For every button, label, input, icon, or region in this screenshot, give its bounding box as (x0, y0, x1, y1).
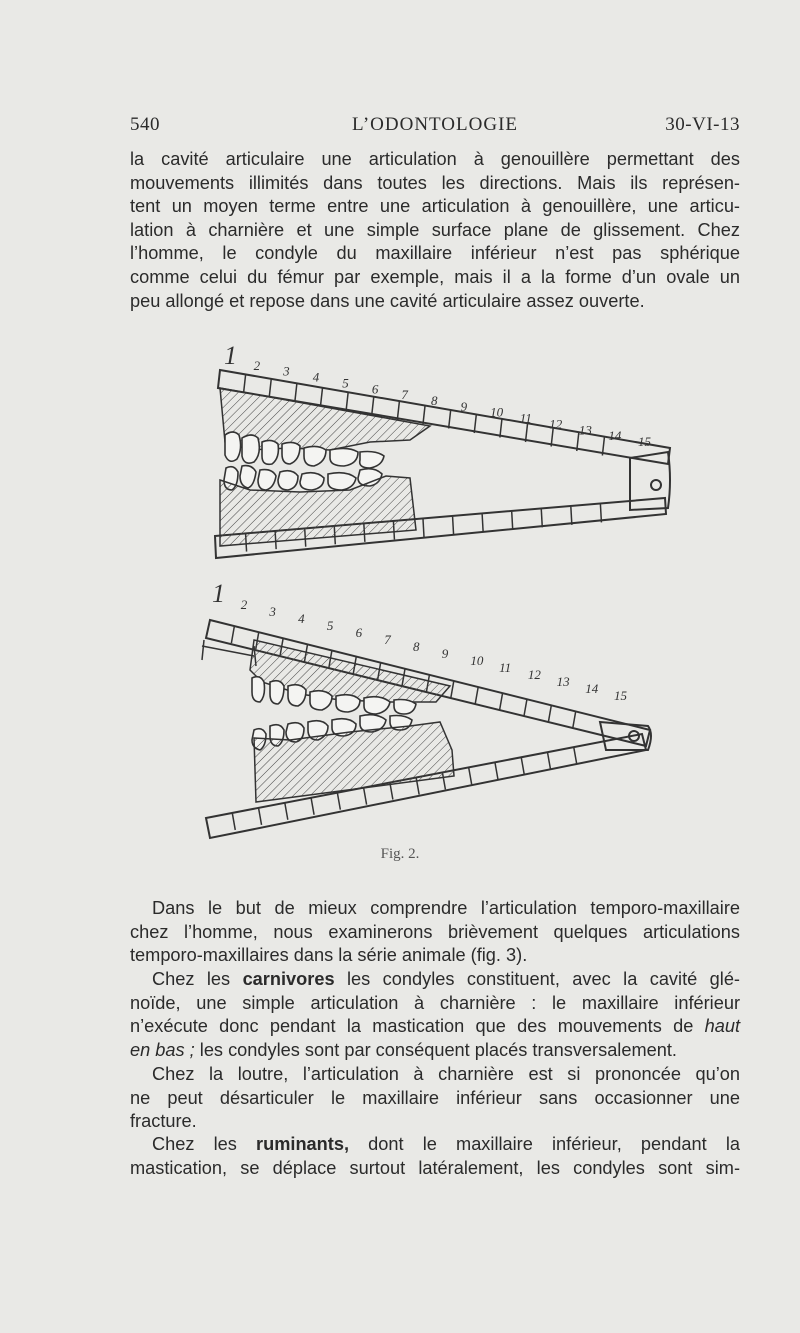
scale-label: 10 (490, 404, 504, 420)
ruler-tick (285, 803, 288, 820)
ruler-tick (346, 393, 348, 411)
journal-title: L’ODONTOLOGIE (351, 114, 519, 135)
ruler-tick (232, 813, 235, 830)
text-line: fracture. (130, 1111, 197, 1132)
line-text: dont le maxillaire inférieur, pendant la (349, 1134, 740, 1154)
scale-label: 15 (638, 434, 651, 449)
scale-label: 5 (326, 618, 334, 633)
ruler-tick (337, 793, 340, 810)
scale-label: 11 (519, 410, 532, 426)
ruler-tick (423, 519, 424, 537)
text-line: ne peut désarticuler le maxillaire inférieur sans occasionner une (130, 1087, 740, 1108)
scale-label: 9 (460, 398, 468, 414)
ruler-tick (364, 788, 367, 805)
ruler-tick (548, 706, 551, 723)
ruler-tick (512, 512, 513, 530)
ruler-tick (321, 388, 323, 406)
ruler-tick (423, 406, 425, 424)
line-text: les condyles sont par conséquent placés transversalement. (194, 1039, 677, 1060)
ruler-tick (397, 402, 399, 420)
line-text: n’exécute donc pendant la mastication que des mouvements de (130, 1016, 705, 1037)
scale-label: 10 (470, 653, 484, 668)
italic-term: haut (704, 1016, 740, 1037)
scale-label: 4 (312, 369, 320, 385)
scale-label: 3 (269, 604, 276, 619)
scale-label: 6 (355, 625, 363, 640)
ruler-tick (451, 681, 454, 698)
ruler-tick (482, 514, 483, 532)
text-line: chez l’homme, nous examinerons brièvement quelques articulations (130, 921, 740, 942)
scale-label: 7 (401, 387, 408, 403)
italic-term: en bas ; (130, 1039, 195, 1060)
text-line (130, 1039, 740, 1063)
text-line: Chez la loutre, l’articulation à charnière est si prononcée qu’on (152, 1064, 740, 1084)
text-line: tent un moyen terme entre une articulation à genouillère, une articu- (130, 196, 740, 217)
paragraph-top (130, 148, 740, 313)
ruler-tick (475, 687, 478, 704)
bold-term: ruminants, (256, 1134, 350, 1154)
ruler-tick (469, 767, 472, 784)
scale-label: 11 (499, 660, 512, 675)
ruler-tick (521, 757, 524, 774)
scale-label: 7 (384, 632, 391, 647)
scale-label: 12 (527, 667, 541, 682)
ruler-tick (295, 384, 297, 402)
ruler-tick (600, 504, 601, 522)
ruler-tick (547, 752, 550, 769)
scale-label: 4 (298, 611, 305, 626)
ruler-tick (495, 762, 498, 779)
bold-term: carnivores (242, 969, 335, 989)
ruler-tick (449, 411, 451, 429)
text-line: peu allongé et repose dans une cavité articulaire assez ouverte. (130, 290, 645, 311)
scale-label: 12 (549, 416, 563, 432)
scale-label: 2 (253, 357, 261, 373)
paragraph-2 (130, 968, 740, 1062)
ruler-tick (311, 798, 314, 815)
scale-label: 2 (240, 597, 248, 612)
scale-label: 13 (556, 674, 570, 689)
text-line (130, 968, 740, 992)
line-text: Chez les (152, 969, 243, 989)
ruler-tick (573, 712, 576, 729)
ruler-tick (541, 509, 542, 527)
text-line: noïde, une simple articulation à charnière : le maxillaire inférieur (130, 992, 740, 1013)
paragraph-3 (130, 1063, 740, 1134)
text-line: la cavité articulaire une articulation à genouillère permettant des (130, 149, 740, 169)
ruler-tick (269, 379, 271, 397)
text-line: comme celui du fémur par exemple, mais il a la forme d’un ovale un (130, 266, 740, 287)
ruler-tick (231, 626, 234, 643)
upper-jaw-diagram (215, 341, 670, 558)
text-line (130, 1015, 740, 1039)
text-line: Dans le but de mieux comprendre l’articulation temporo-maxillaire (152, 898, 740, 918)
text-line: temporo-maxillaires dans la série animale (fig. 3). (130, 945, 528, 966)
line-text: Chez les (152, 1134, 257, 1154)
scale-label: 1 (224, 341, 237, 370)
scale-label: 6 (371, 381, 379, 397)
ruler-tick (372, 397, 374, 415)
ruler-tick (500, 694, 503, 711)
scale-label: 8 (413, 639, 420, 654)
issue-date: 30-VI-13 (665, 114, 740, 135)
scale-label: 8 (431, 393, 438, 408)
scale-label: 14 (585, 681, 599, 696)
ruler-tick (474, 415, 476, 433)
ruler-tick (574, 747, 577, 764)
text-line (130, 1133, 740, 1157)
scale-label: 15 (614, 688, 627, 703)
running-header (130, 114, 740, 140)
ruler-tick (571, 507, 572, 525)
figure-caption: Fig. 2. (380, 846, 420, 862)
paragraph-1 (130, 897, 740, 968)
ruler-tick (244, 375, 246, 393)
scale-label: 13 (578, 422, 592, 438)
scale-label: 1 (212, 579, 225, 608)
scale-label: 3 (283, 363, 290, 379)
lower-jaw-diagram (202, 579, 651, 838)
ruler-tick (500, 420, 502, 438)
paragraph-4 (130, 1133, 740, 1180)
text-line: lation à charnière et une simple surface plane de glissement. Chez (130, 219, 740, 240)
ruler-tick (524, 700, 527, 717)
text-line: mastication, se déplace surtout latéralement, les condyles sont sim- (130, 1157, 740, 1178)
scale-label: 14 (608, 428, 622, 444)
scale-label: 9 (441, 646, 449, 661)
jaw-articulation-figure (190, 330, 690, 850)
hinge-pin (651, 480, 661, 490)
line-text: les condyles constituent, avec la cavité glé- (334, 969, 740, 989)
text-line: l’homme, le condyle du maxillaire inférieur n’est pas sphérique (130, 243, 740, 264)
ruler-tick (259, 808, 262, 825)
page-number: 540 (130, 114, 160, 135)
ruler-tick (453, 517, 454, 535)
scale-label: 5 (342, 375, 349, 391)
text-line: mouvements illimités dans toutes les directions. Mais ils représen- (130, 172, 740, 193)
